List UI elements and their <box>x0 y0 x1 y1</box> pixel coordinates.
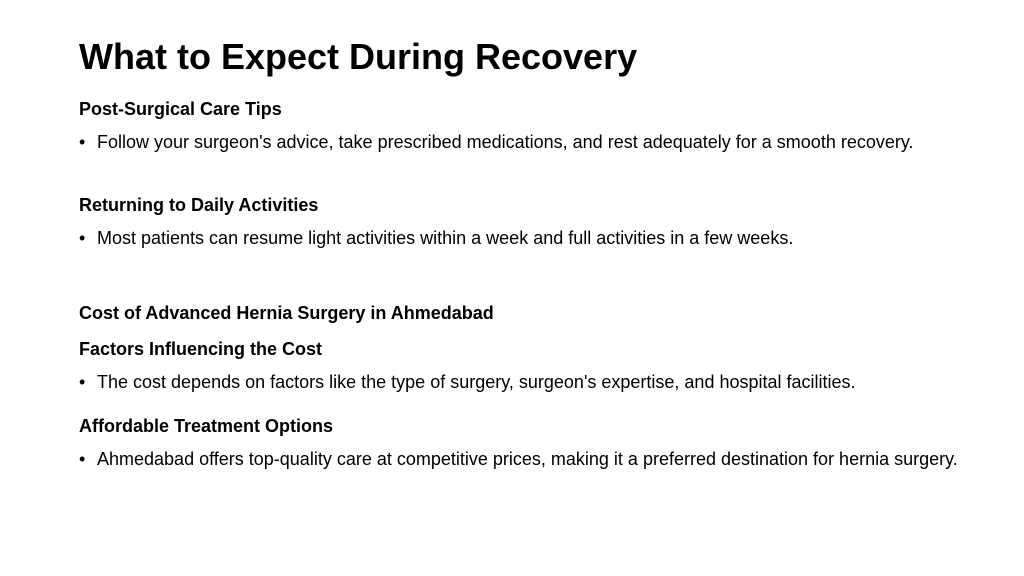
section-heading-post-surgical-care: Post-Surgical Care Tips <box>79 99 282 119</box>
slide-title: What to Expect During Recovery <box>79 36 638 77</box>
section-heading-affordable-treatment: Affordable Treatment Options <box>79 416 334 436</box>
bullet-item-post-surgical-care <box>79 133 959 152</box>
bullet-dot: • <box>79 132 86 152</box>
bullet-dot: • <box>79 372 86 392</box>
bullet-text: The cost depends on factors like the type of surgery, surgeon's expertise, and hospital facilities. <box>97 372 856 392</box>
section-heading-cost: Cost of Advanced Hernia Surgery in Ahmedabad <box>79 303 494 323</box>
bullet-dot: • <box>79 449 86 469</box>
bullet-text: Follow your surgeon's advice, take prescribed medications, and rest adequately for a smooth recovery. <box>97 132 914 152</box>
section-heading-returning-to-activities: Returning to Daily Activities <box>79 195 319 215</box>
bullet-dot: • <box>79 228 86 248</box>
bullet-item-factors-influencing-cost <box>79 373 959 392</box>
section-heading-factors-influencing-cost: Factors Influencing the Cost <box>79 339 323 359</box>
bullet-text: Most patients can resume light activities within a week and full activities in a few weeks. <box>97 228 794 248</box>
bullet-item-returning-to-activities <box>79 229 959 248</box>
bullet-item-affordable-treatment <box>79 450 959 469</box>
bullet-text: Ahmedabad offers top-quality care at competitive prices, making it a preferred destination for hernia surgery. <box>97 449 958 469</box>
